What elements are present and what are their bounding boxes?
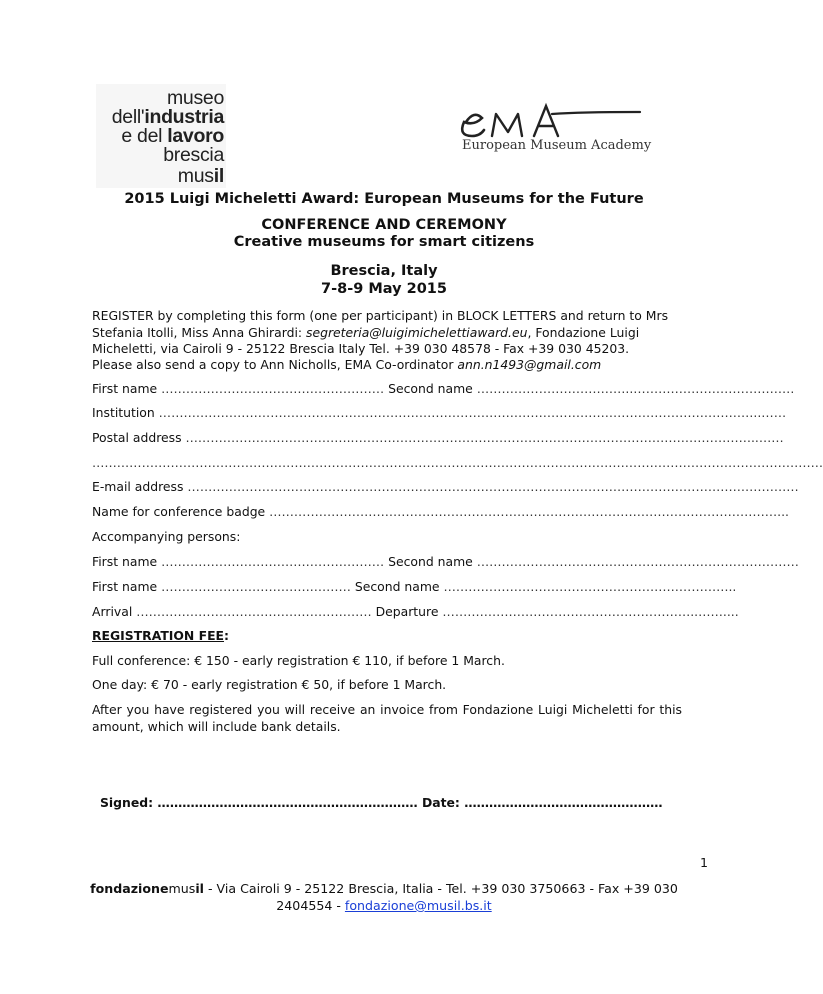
musil-logo-line: museo xyxy=(166,87,224,109)
signature-row[interactable]: Signed: ……………………………………………………… Date: ………………………………………… xyxy=(100,795,663,810)
page-number: 1 xyxy=(699,855,708,870)
conference-subtitle: Creative museums for smart citizens xyxy=(233,234,535,250)
musil-logo-line: dell'industria xyxy=(111,106,224,128)
footer-email-link[interactable]: fondazione@musil.bs.it xyxy=(344,898,492,913)
award-title: 2015 Luigi Micheletti Award: European Museums for the Future xyxy=(124,191,644,207)
date-label: Date: xyxy=(421,795,460,810)
musil-logo xyxy=(96,84,226,188)
institution-label: Institution xyxy=(92,405,155,420)
footer-line-1: fondazionemusil - Via Cairoli 9 - 25122 Brescia, Italia - Tel. +39 030 3750663 - Fax +39 030 xyxy=(90,881,678,896)
accompanying-persons-label: Accompanying persons: xyxy=(92,529,241,544)
register-instructions: REGISTER by completing this form (one per participant) in BLOCK LETTERS and return to Mrs Stefania Itolli, Miss Anna Ghirardi: segreteria@luigimichelettiaward.eu, Fondazione Luigi Micheletti, via Cairoli 9 - 25122 Brescia Italy Tel. +39 030 48578 - Fax +39 030 45203. xyxy=(92,308,669,356)
second-name-label: Second name xyxy=(388,381,473,396)
event-dates: 7-8-9 May 2015 xyxy=(321,281,447,297)
full-conference-fee: Full conference: € 150 - early registration € 110, if before 1 March. xyxy=(92,653,505,668)
ema-subtitle: European Museum Academy xyxy=(462,138,652,153)
departure-label: Departure xyxy=(375,604,439,619)
email-address-label: E-mail address xyxy=(92,479,184,494)
one-day-fee: One day: € 70 - early registration € 50, if before 1 March. xyxy=(92,677,447,692)
invoice-note: After you have registered you will receive an invoice from Fondazione Luigi Micheletti for this amount, which will include bank details. xyxy=(92,702,682,734)
footer xyxy=(60,880,708,914)
footer-line-2: 2404554 - fondazione@musil.bs.it xyxy=(276,898,492,913)
accompanying-first-name-row-2[interactable]: First name ……………………………….……… Second name …………………………………………………………….. xyxy=(92,579,737,594)
coordinator-email[interactable]: ann.n1493@gmail.com xyxy=(457,357,602,372)
registration-fee-heading: REGISTRATION FEE: xyxy=(92,628,229,643)
signed-label: Signed: xyxy=(100,795,154,810)
first-name-label: First name xyxy=(92,381,158,396)
musil-logo-line: e del lavoro xyxy=(121,125,224,147)
email-address-row[interactable]: E-mail address …………………………………………………………………………………………………………………………………. xyxy=(92,479,799,494)
first-name-row[interactable]: First name ……………………………………………… Second name ………………………………..………………………………… xyxy=(92,381,795,396)
postal-address-continued-row[interactable]: …………………………………………………………………………………………………………………………………………………………… xyxy=(92,455,823,470)
accompanying-first-name-row-1[interactable]: First name ……………………………………………… Second name …………………………………………………………………… xyxy=(92,554,799,569)
conference-title: CONFERENCE AND CEREMONY xyxy=(261,217,507,233)
arrival-label: Arrival xyxy=(92,604,133,619)
copy-instructions: Please also send a copy to Ann Nicholls, EMA Co-ordinator ann.n1493@gmail.com xyxy=(92,357,602,372)
arrival-departure-row[interactable]: Arrival ………………………………………………… Departure ……………………………………………………..…….... xyxy=(92,604,739,619)
musil-logo-line: brescia xyxy=(163,144,224,166)
musil-logo-line: musil xyxy=(177,165,224,187)
badge-name-row[interactable]: Name for conference badge ……………………………………………………………………………………………………………... xyxy=(92,504,789,519)
event-location: Brescia, Italy xyxy=(330,263,438,279)
postal-address-label: Postal address xyxy=(92,430,182,445)
secretariat-email[interactable]: segreteria@luigimichelettiaward.eu xyxy=(306,324,528,340)
institution-row[interactable]: Institution ………………………………………………………………………………………………………………………………..…… xyxy=(92,405,787,420)
badge-name-label: Name for conference badge xyxy=(92,504,266,519)
postal-address-row[interactable]: Postal address …………………………………..……………………………………………………………………………………..…… xyxy=(92,430,784,445)
